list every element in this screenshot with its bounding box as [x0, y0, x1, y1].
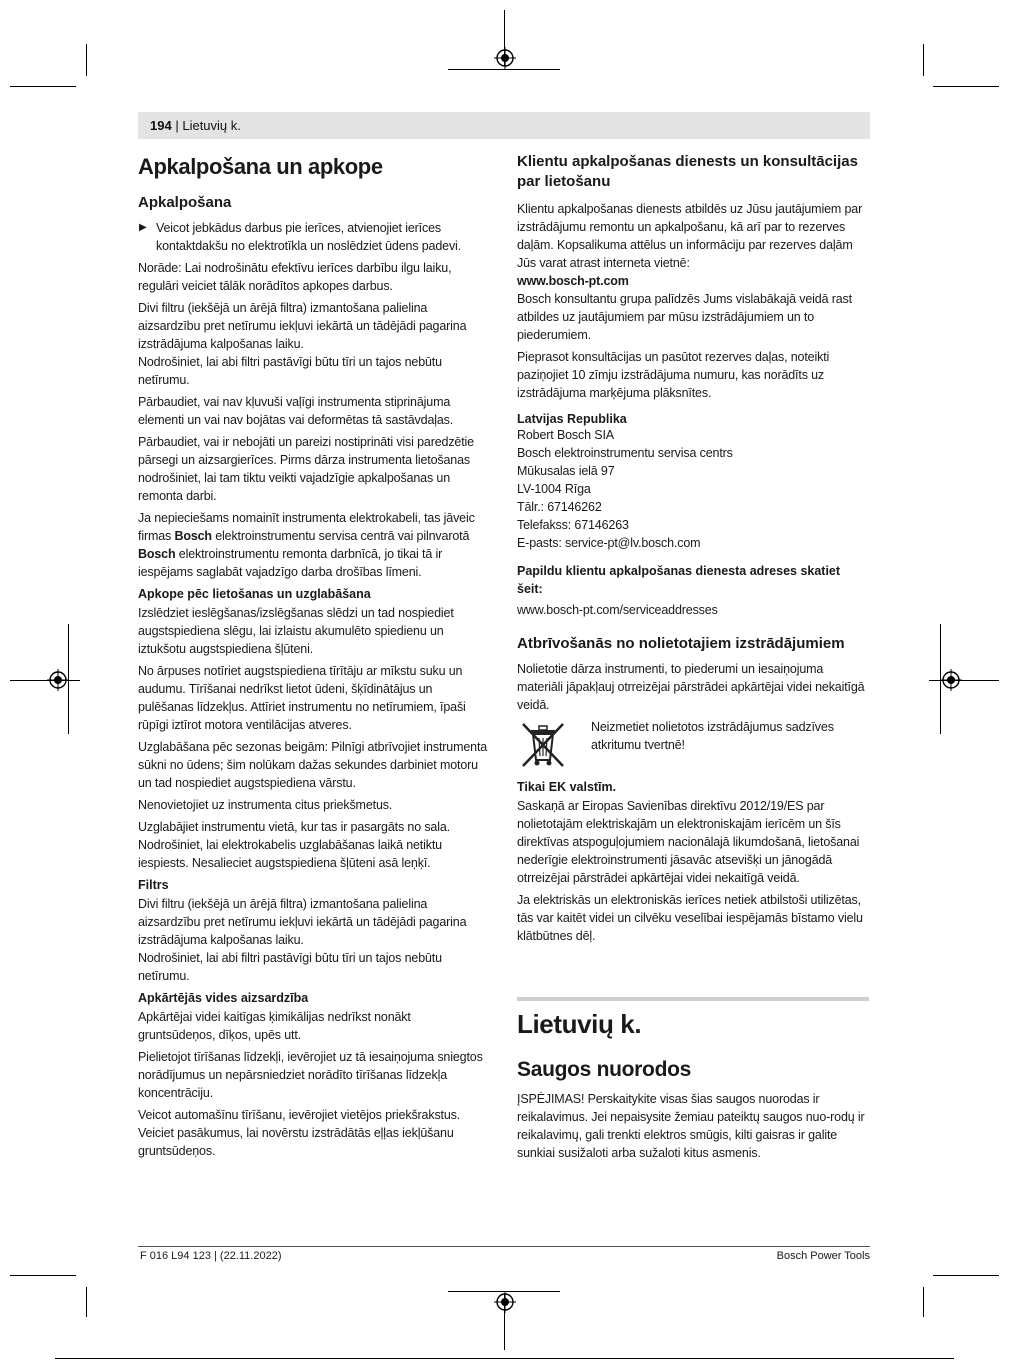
- paragraph: Divi filtru (iekšējā un ārējā filtra) izmantošana palielina aizsardzību pret netīrumu iekļuvi iekārtā un tādējādi pagarina izstrādājuma kalpošanas laiku.: [138, 897, 467, 947]
- country-heading: Latvijas Republika: [517, 412, 627, 426]
- address-line: Robert Bosch SIA: [517, 428, 614, 442]
- text-run: elektroinstrumentu servisa centrā vai pilnvarotā: [211, 529, 470, 543]
- subsection-title-storage: Apkope pēc lietošanas un uzglabāšana: [138, 587, 371, 601]
- header-language: Lietuvių k.: [182, 118, 241, 133]
- address-line: Bosch elektroinstrumentu servisa centrs: [517, 446, 733, 460]
- paragraph: Nodrošiniet, lai elektrokabelis uzglabāšanas laikā netiktu iespiests. Nesalieciet augstspiediena šļūteni asā leņķī.: [138, 838, 442, 870]
- crop-mark: [448, 69, 560, 70]
- paragraph: Apkārtējai videi kaitīgas ķimikālijas nedrīkst nonākt gruntsūdeņos, dīķos, upēs utt.: [138, 1010, 411, 1042]
- subsection-title-service: Apkalpošana: [138, 194, 232, 211]
- paragraph: ĮSPĖJIMAS! Perskaitykite visas šias saugos nuorodas ir reikalavimus. Jei nepaisysite žemiau pateiktų saugos nuo-rodų ir reikalavimų, gali trenkti elektros smūgis, kilti gaisras ir galite sunkiai susižaloti arba sužaloti kitus asmenis.: [517, 1092, 865, 1160]
- subsection-title-disposal: Atbrīvošanās no nolietotajiem izstrādājumiem: [517, 635, 845, 652]
- right-column: [517, 148, 869, 1166]
- registration-target-icon: [494, 47, 516, 69]
- service-address: [517, 426, 869, 552]
- paragraph: Uzglabājiet instrumentu vietā, kur tas ir pasargāts no sala.: [138, 820, 450, 834]
- registration-target-icon: [940, 669, 962, 691]
- eu-only-heading: Tikai EK valstīm.: [517, 780, 617, 794]
- footer-brand: Bosch Power Tools: [776, 1250, 870, 1262]
- address-line: Telefakss: 67146263: [517, 518, 629, 532]
- paragraph: Bosch konsultantu grupa palīdzēs Jums vislabākajā veidā rast atbildes uz jautājumiem par mūsu izstrādājumiem un to piederumiem.: [517, 292, 852, 342]
- brand-name: Bosch: [174, 529, 212, 543]
- subsection-title-customer-service: Klientu apkalpošanas dienests un konsultācijas par lietošanu: [517, 153, 858, 190]
- page-header: [138, 112, 870, 139]
- paragraph: Klientu apkalpošanas dienests atbildēs uz Jūsu jautājumiem par izstrādājumu remontu un apkalpošanu, kā arī par to rezerves daļām. Kopsalikuma attēlus un informāciju par rezerves daļām Jūs varat atrast interneta vietnē:: [517, 202, 863, 270]
- section-title-maintenance: Apkalpošana un apkope: [138, 154, 383, 179]
- more-addresses-heading: Papildu klientu apkalpošanas dienesta adreses skatiet šeit:: [517, 564, 841, 596]
- page-number: 194: [150, 118, 172, 133]
- paragraph: Ja elektriskās un elektroniskās ierīces netiek atbilstoši utilizētas, tās var kaitēt videi un cilvēku veselībai iespējamās bīstamo vielu klātbūtnes dēļ.: [517, 893, 863, 943]
- link-bosch-pt[interactable]: www.bosch-pt.com: [517, 274, 629, 288]
- bullet-item: [138, 219, 490, 255]
- header-text: [150, 118, 241, 133]
- paragraph: Izslēdziet ieslēgšanas/izslēgšanas slēdzi un tad nospiediet augstspiediena slēgu, lai izlaistu akumulēto spiedienu un iztukšotu augstspiediena šļūteni.: [138, 606, 454, 656]
- crop-mark: [933, 86, 999, 87]
- address-line: Tālr.: 67146262: [517, 500, 602, 514]
- address-line: LV-1004 Rīga: [517, 482, 591, 496]
- safety-title: Saugos nuorodos: [517, 1058, 692, 1081]
- text-run: Ja nepieciešams nomainīt instrumenta elektrokabeli, tas jāveic firmas: [138, 511, 475, 543]
- footer-divider: [138, 1246, 870, 1247]
- paragraph: Nolietotie dārza instrumenti, to piederumi un iesaiņojuma materiāli jāpakļauj otrreizējai pārstrādei apkārtējai videi nekaitīgā veidā.: [517, 662, 865, 712]
- link-service-addresses[interactable]: www.bosch-pt.com/serviceaddresses: [517, 603, 718, 617]
- paragraph: Veicot automašīnu tīrīšanu, ievērojiet vietējos priekšrakstus. Veiciet pasākumus, lai novērstu izstrādātās eļļas iekļūšanu gruntsūdeņos.: [138, 1108, 461, 1158]
- paragraph: Nodrošiniet, lai abi filtri pastāvīgi būtu tīri un tajos nebūtu netīrumu.: [138, 355, 442, 387]
- crop-mark: [55, 1358, 954, 1359]
- paragraph: Divi filtru (iekšējā un ārējā filtra) izmantošana palielina aizsardzību pret netīrumu iekļuvi iekārtā un tādējādi pagarina izstrādājuma kalpošanas laiku.: [138, 301, 467, 351]
- text-run: elektroinstrumentu remonta darbnīcā, jo tikai tā ir iespējams saglabāt vajadzīgo darba drošības līmeni.: [138, 547, 443, 579]
- disposal-notice: [517, 718, 869, 770]
- paragraph: Saskaņā ar Eiropas Savienības direktīvu 2012/19/ES par nolietotajām elektriskajām un elektroniskajām ierīcēm un šīs direktīvas atspoguļojumiem nacionālajā likumdošanā, lietošanai nederīgie elektroinstrumenti jāsavāc atsevišķi un jānogādā otrreizējai pārstrādei apkārtējai videi nekaitīgā veidā.: [517, 799, 860, 885]
- section-divider: [517, 997, 869, 1001]
- paragraph: [138, 509, 490, 581]
- crossed-out-bin-icon: [517, 718, 569, 770]
- subsection-title-environment: Apkārtējās vides aizsardzība: [138, 991, 309, 1005]
- crop-mark: [10, 1275, 76, 1276]
- paragraph: Pārbaudiet, vai ir nebojāti un pareizi nostiprināti visi paredzētie pārsegi un aizsargierīces. Pirms dārza instrumenta lietošanas nodrošiniet, lai tam tiktu veikti vajadzīgie apkalpošanas un remonta darbi.: [138, 435, 474, 503]
- header-separator: |: [175, 118, 179, 133]
- paragraph: Pielietojot tīrīšanas līdzekļi, ievērojiet uz tā iesaiņojuma sniegtos norādījumus un nepārsniedziet norādīto tīrīšanas līdzekļa koncentrāciju.: [138, 1050, 483, 1100]
- subsection-title-filter: Filtrs: [138, 878, 169, 892]
- footer-doc-ref: F 016 L94 123 | (22.11.2022): [140, 1250, 282, 1262]
- crop-mark: [86, 1287, 87, 1317]
- language-title: Lietuvių k.: [517, 1009, 642, 1039]
- crop-mark: [923, 1287, 924, 1317]
- paragraph: Norāde: Lai nodrošinātu efektīvu ierīces darbību ilgu laiku, regulāri veiciet tālāk norādītos apkopes darbus.: [138, 261, 452, 293]
- address-line: Mūkusalas ielā 97: [517, 464, 615, 478]
- registration-target-icon: [494, 1291, 516, 1313]
- address-line: E-pasts: service-pt@lv.bosch.com: [517, 536, 701, 550]
- paragraph: No ārpuses notīriet augstspiediena tīrītāju ar mīkstu suku un audumu. Tīrīšanai nedrīkst lietot ūdeni, šķīdinātājus un pulēšanas līdzekļus. Attīriet instrumentu no netīrumiem, īpaši rūpīgi iztīrot motora ventilācijas atveres.: [138, 664, 466, 732]
- left-column: [138, 148, 490, 1164]
- paragraph: Nenovietojiet uz instrumenta citus priekšmetus.: [138, 798, 393, 812]
- paragraph: Pārbaudiet, vai nav kļuvuši vaļīgi instrumenta stiprinājuma elementi un vai nav bojātas vai deformētas tā sastāvdaļas.: [138, 395, 454, 427]
- crop-mark: [10, 680, 80, 681]
- crop-mark: [923, 44, 924, 76]
- paragraph: Nodrošiniet, lai abi filtri pastāvīgi būtu tīri un tajos nebūtu netīrumu.: [138, 951, 442, 983]
- crop-mark: [933, 1275, 999, 1276]
- paragraph: Uzglabāšana pēc sezonas beigām: Pilnīgi atbrīvojiet instrumenta sūkni no ūdens; šim nolūkam dažas sekundes darbiniet motoru un tad nospiediet augstspiediena vārstu.: [138, 740, 488, 790]
- bin-note: Neizmetiet nolietotos izstrādājumus sadzīves atkritumu tvertnē!: [591, 720, 834, 752]
- crop-mark: [86, 44, 87, 76]
- paragraph: Pieprasot konsultācijas un pasūtot rezerves daļas, noteikti paziņojiet 10 zīmju izstrādājuma numuru, kas norādīts uz izstrādājuma marķējuma plāksnītes.: [517, 350, 830, 400]
- bullet-triangle-icon: ▶: [139, 222, 147, 233]
- registration-target-icon: [47, 669, 69, 691]
- bullet-text: Veicot jebkādus darbus pie ierīces, atvienojiet ierīces kontaktdakšu no elektrotīkla un noslēdziet ūdens padevi.: [156, 221, 461, 253]
- crop-mark: [10, 86, 76, 87]
- brand-name: Bosch: [138, 547, 176, 561]
